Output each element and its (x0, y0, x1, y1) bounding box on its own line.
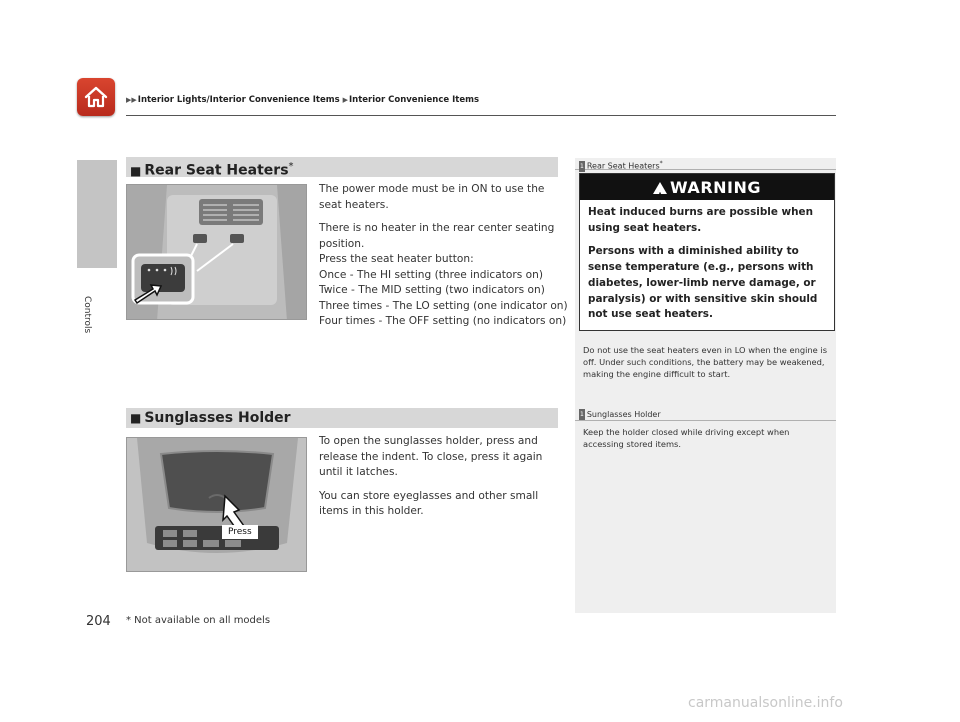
section-heading-rear-seat-heaters (126, 157, 558, 177)
warning-box (579, 173, 835, 331)
section-heading-sunglasses-holder (126, 408, 558, 428)
header-divider (126, 115, 836, 116)
note-text-sunglasses: Keep the holder closed while driving except when accessing stored items. (583, 427, 790, 449)
note-text-rear-seat: Do not use the seat heaters even in LO when the engine is off. Under such conditions, the battery may be weakened, making the engine difficult to start. (583, 345, 828, 379)
rear-seat-para1: The power mode must be in ON to use the seat heaters. (319, 183, 545, 211)
warning-title: WARNING (670, 178, 761, 197)
sunglasses-para1: To open the sunglasses holder, press and release the indent. To close, press it again until it latches. (319, 435, 543, 478)
footnote-marker: * (288, 161, 294, 172)
rear-seat-body (319, 182, 568, 330)
side-tab-marker (77, 160, 117, 268)
warning-text (588, 205, 828, 331)
text-line: position. (319, 237, 365, 250)
note-heading-sunglasses-holder (575, 409, 836, 421)
breadcrumb-arrow-icon: ▶ (342, 96, 348, 104)
section-square-icon: ■ (130, 163, 142, 178)
footnote-marker: * (659, 160, 663, 167)
text-line: There is no heater in the rear center seating (319, 222, 555, 234)
warning-header (580, 174, 834, 200)
text-line: Three times - The LO setting (one indicator on) (319, 299, 568, 312)
text-line: Press the seat heater button: (319, 253, 474, 265)
breadcrumb-link-interior-lights[interactable]: Interior Lights/Interior Convenience Items (137, 95, 340, 105)
watermark: carmanualsonline.info (688, 695, 843, 711)
page-number: 204 (86, 614, 111, 629)
rear-seat-para2 (319, 221, 568, 330)
home-icon (83, 84, 109, 110)
breadcrumb-arrow-icon: ▶▶ (126, 96, 137, 104)
sunglasses-holder-photo (126, 437, 307, 572)
side-tab-label[interactable]: Controls (82, 296, 92, 334)
sunglasses-para2: You can store eyeglasses and other small items in this holder. (319, 489, 539, 517)
note-number-badge: 1 (580, 162, 584, 170)
breadcrumb-current: Interior Convenience Items (349, 95, 480, 105)
text-line: Twice - The MID setting (two indicators on) (319, 284, 545, 296)
section-title: Sunglasses Holder (144, 410, 291, 426)
section-square-icon: ■ (130, 411, 142, 425)
sunglasses-body (319, 434, 561, 528)
section-title: Rear Seat Heaters (144, 162, 289, 179)
note-number-badge: 1 (580, 411, 584, 418)
note-heading-rear-seat-heaters (575, 158, 836, 170)
note-title: Sunglasses Holder (586, 410, 661, 419)
text-line: Four times - The OFF setting (no indicators on) (319, 315, 567, 327)
home-button[interactable] (77, 78, 115, 116)
note-title: Rear Seat Heaters (586, 161, 660, 171)
footnote: * Not available on all models (126, 615, 271, 626)
press-callout-label: Press (228, 527, 252, 537)
text-line: Once - The HI setting (three indicators on) (319, 268, 543, 281)
warning-paragraph: Heat induced burns are possible when using seat heaters. (588, 206, 813, 234)
overhead-console-illustration (127, 438, 307, 572)
warning-paragraph: Persons with a diminished ability to sense temperature (e.g., persons with diabetes, lower-limb nerve damage, or paralysis) or with sensitive skin should not use seat heaters. (588, 245, 818, 321)
rear-console-illustration (127, 185, 307, 320)
warning-triangle-icon: ! (653, 182, 667, 194)
rear-seat-heater-photo (126, 184, 307, 320)
breadcrumb (126, 95, 479, 105)
